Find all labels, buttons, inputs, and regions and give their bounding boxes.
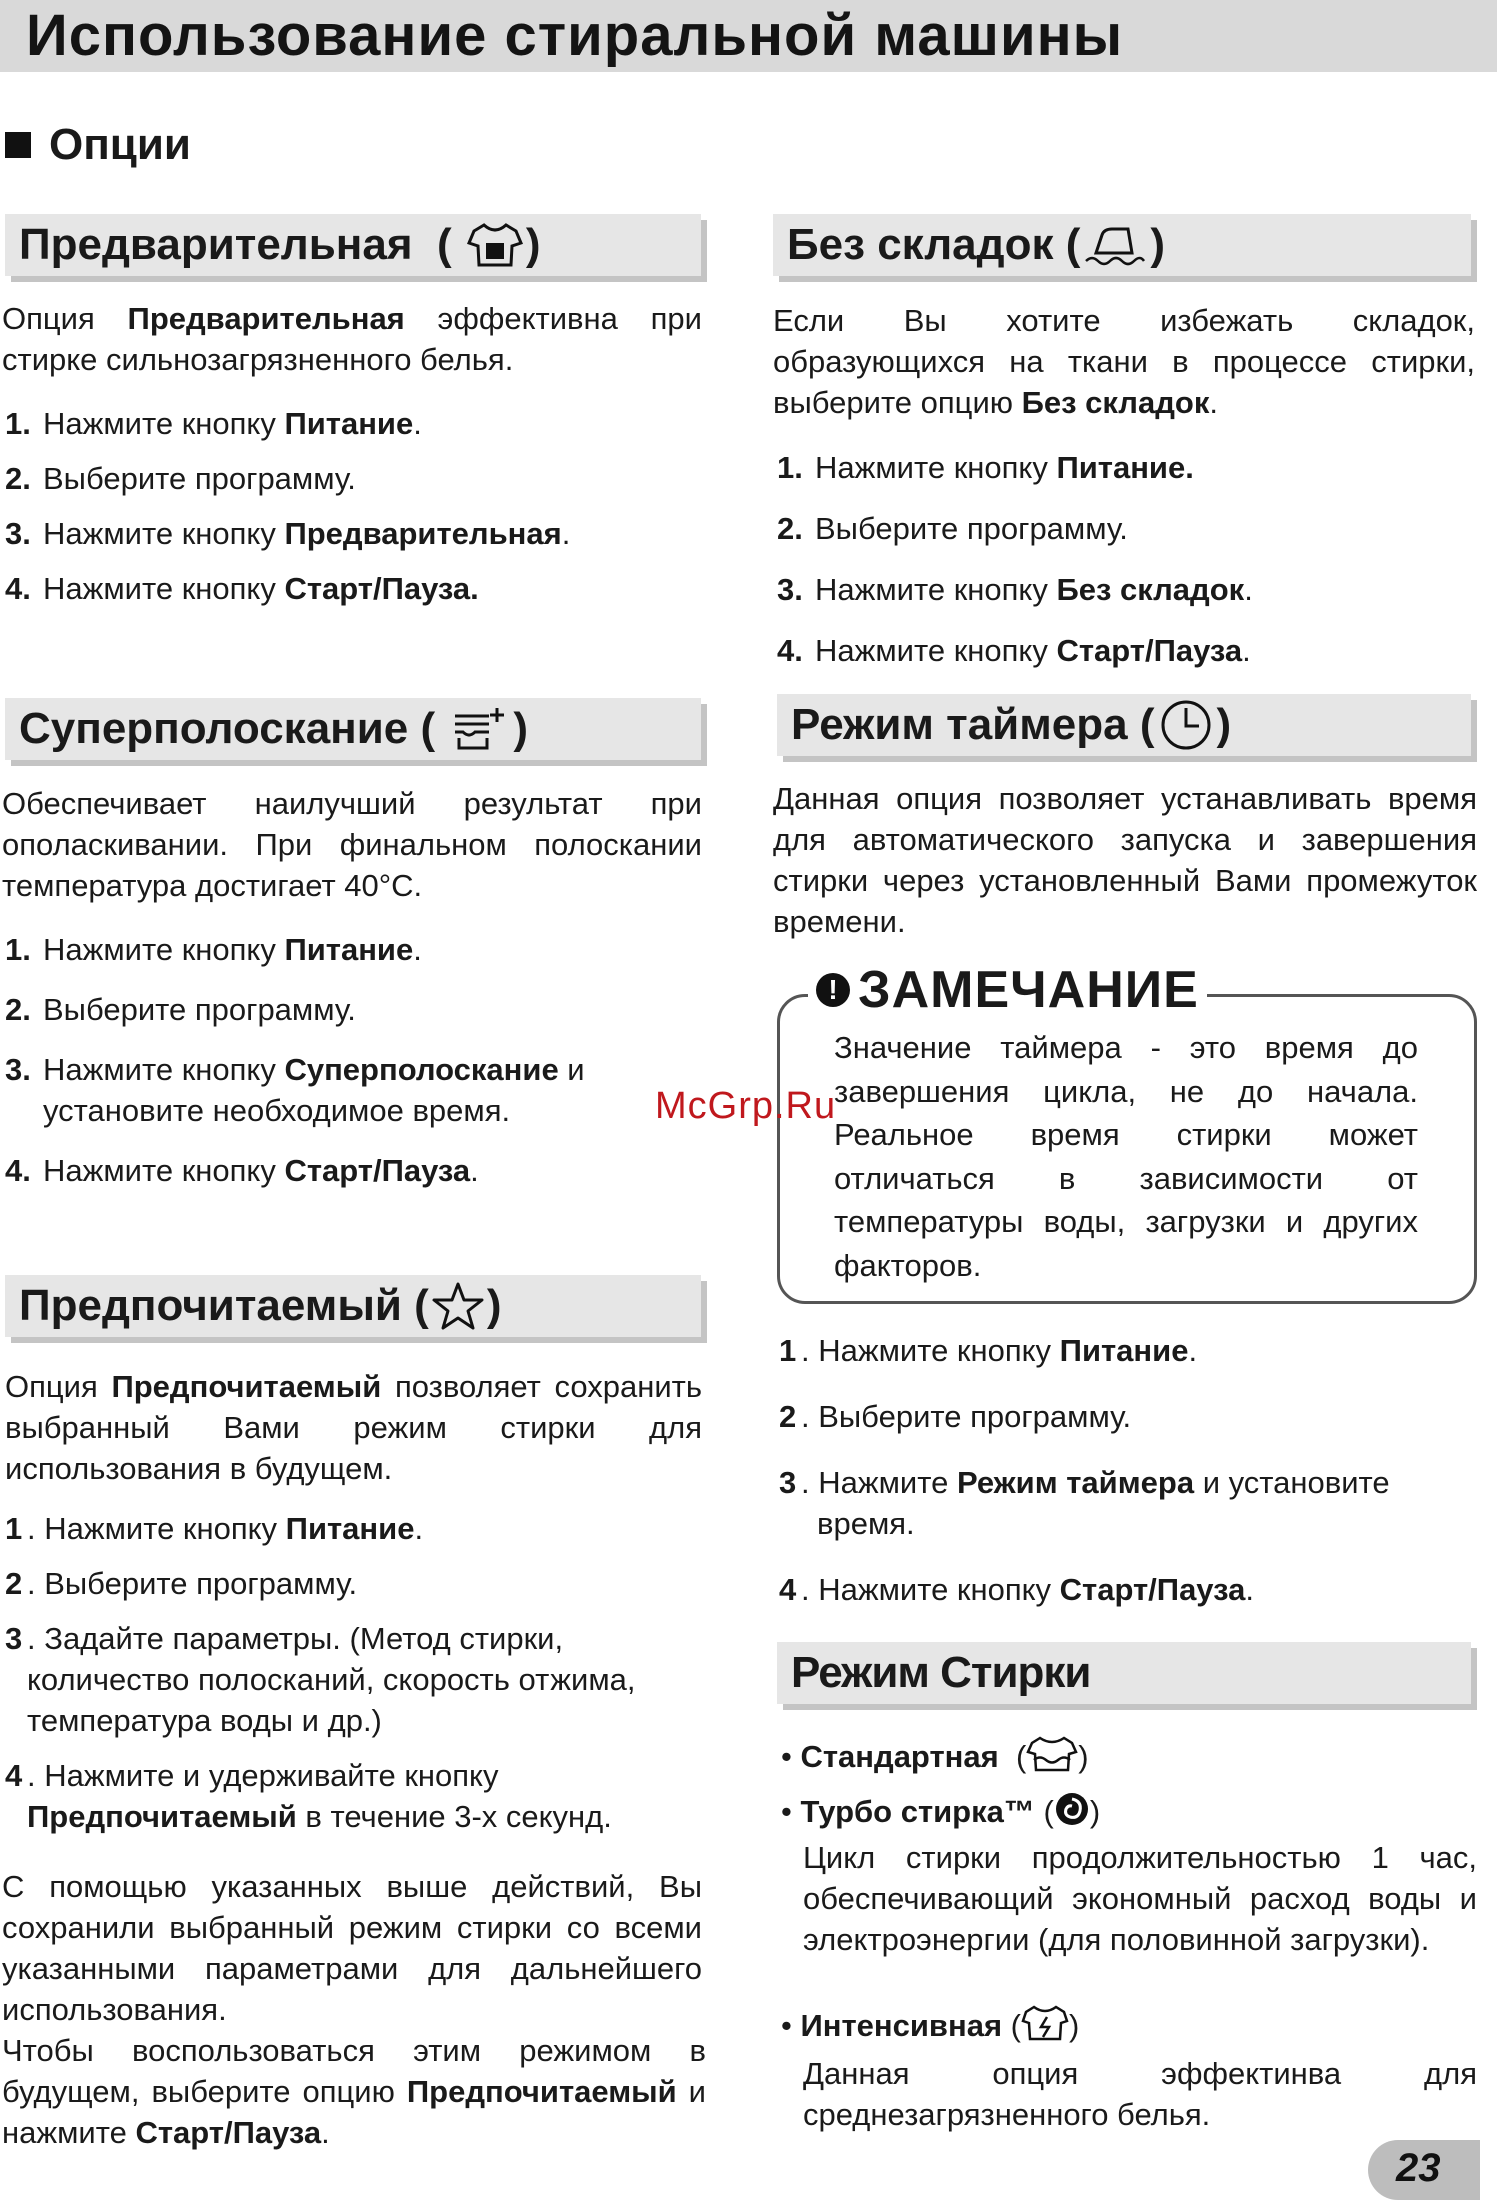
favorite-outro-1: С помощью указанных выше действий, Вы сохранили выбранный режим стирки со всеми указанными параметрами для дальнейшего использования. (2, 1869, 702, 2027)
list-item: 2. Выберите программу. (777, 511, 1128, 546)
wrinkle-title: Без складок (787, 220, 1054, 269)
list-item: 1. Нажмите кнопку Питание. (5, 406, 422, 441)
list-item: 1 . Нажмите кнопку Питание. (5, 1511, 424, 1546)
watermark: McGrp.Ru (655, 1085, 837, 1127)
prewash-heading: Предварительная ( ) (19, 220, 541, 269)
favorite-title: Предпочитаемый (19, 1281, 402, 1330)
intensive-description: Данная опция эффектинва для среднезагрязненного белья. (803, 2056, 1477, 2132)
note-text: Значение таймера - это время до завершения цикла, не до начала. Реальное время стирки может отличаться в зависимости от температуры воды, загрузки и других факторов. (834, 1030, 1418, 1283)
exclamation-icon: ! (816, 973, 850, 1007)
page-number: 23 (1396, 2146, 1441, 2190)
options-heading (5, 120, 191, 170)
superrinse-heading: Суперполоскание ( ) (19, 704, 529, 753)
options-title: Опции (49, 120, 191, 169)
superrinse-header (5, 698, 701, 760)
list-item: 2 . Выберите программу. (779, 1399, 1132, 1434)
superrinse-title: Суперполоскание (19, 704, 409, 753)
note-header (808, 960, 1207, 1020)
wrinkle-heading: Без складок ( ) (787, 220, 1166, 269)
list-item: 4. Нажмите кнопку Старт/Пауза. (5, 1153, 479, 1188)
list-item: 3. Нажмите кнопку Без складок. (777, 572, 1253, 607)
wrinkle-header (773, 214, 1471, 276)
page-title: Использование стиральной машины (26, 3, 1124, 68)
square-bullet-icon (5, 132, 31, 158)
timer-heading: Режим таймера ( ) (791, 698, 1231, 752)
favorite-steps (5, 1508, 705, 1837)
wash-mode-item-turbo: • Турбо стирка™ ( ) Цикл стирки продолжительностью 1 час, обеспечивающий экономный расход воды и электроэнергии (для половинной загрузки). (781, 1791, 1477, 1960)
timer-title: Режим таймера (791, 700, 1128, 749)
standard-wash-icon (1026, 1734, 1078, 1784)
prewash-title: Предварительная (19, 220, 413, 269)
wash-mode-title: Режим Стирки (791, 1648, 1091, 1697)
timer-steps (779, 1330, 1477, 1610)
wash-mode-item-standard: • Стандартная ( ) (781, 1734, 1471, 1784)
turbo-wash-icon (1054, 1791, 1090, 1837)
prewash-header (5, 214, 701, 276)
list-item: 2 . Выберите программу. (5, 1566, 358, 1601)
favorite-header (5, 1275, 701, 1337)
list-item: 4 . Нажмите кнопку Старт/Пауза. (779, 1572, 1255, 1607)
prewash-intro: Опция Предварительная эффективна при стирке сильнозагрязненного белья. (2, 301, 702, 377)
wash-mode-header (777, 1642, 1471, 1704)
prewash-shirt-icon (466, 221, 524, 269)
superrinse-icon (449, 704, 511, 754)
clock-icon (1157, 698, 1215, 752)
wash-mode-item-intensive: • Интенсивная ( ) Данная опция эффектинва для среднезагрязненного белья. (781, 2003, 1477, 2135)
iron-icon (1082, 223, 1148, 267)
list-item: 4. Нажмите кнопку Старт/Пауза. (5, 571, 479, 606)
timer-intro: Данная опция позволяет устанавливать время для автоматического запуска и завершения стирки через установленный Вами промежуток времени. (773, 781, 1477, 939)
list-item: 2. Выберите программу. (5, 992, 356, 1027)
list-item: 1. Нажмите кнопку Питание. (777, 450, 1194, 485)
page-number-tab (1368, 2140, 1480, 2200)
list-item: 4. Нажмите кнопку Старт/Пауза. (777, 633, 1251, 668)
intensive-wash-icon (1021, 2003, 1069, 2053)
list-item: 1. Нажмите кнопку Питание. (5, 932, 422, 967)
superrinse-intro: Обеспечивает наилучший результат при ополаскивании. При финальном полоскании температура достигает 40°C. (2, 786, 702, 903)
list-item: 4 . Нажмите и удерживайте кнопку Предпочитаемый в течение 3-х секунд. (5, 1758, 612, 1834)
star-icon (431, 1281, 485, 1331)
prewash-steps (5, 403, 705, 609)
list-item: 3 . Задайте параметры. (Метод стирки, количество полосканий, скорость отжима, температура воды и др.) (5, 1621, 636, 1738)
wrinkle-intro: Если Вы хотите избежать складок, образующихся на ткани в процессе стирки, выберите опцию Без складок. (773, 303, 1475, 420)
favorite-outro-2: Чтобы воспользоваться этим режимом в будущем, выберите опцию Предпочитаемый и нажмите Старт/Пауза. (2, 2033, 706, 2150)
list-item: 1 . Нажмите кнопку Питание. (779, 1333, 1198, 1368)
turbo-description: Цикл стирки продолжительностью 1 час, обеспечивающий экономный расход воды и электроэнергии (для половинной загрузки). (803, 1840, 1477, 1957)
favorite-intro: Опция Предпочитаемый позволяет сохранить выбранный Вами режим стирки для использования в будущем. (5, 1369, 702, 1486)
superrinse-steps (5, 929, 705, 1191)
list-item: 3. Нажмите кнопку Предварительная. (5, 516, 571, 551)
timer-header (777, 694, 1471, 756)
list-item: 3. Нажмите кнопку Суперполоскание и установите необходимое время. (5, 1052, 585, 1128)
wrinkle-steps (777, 447, 1477, 671)
list-item: 2. Выберите программу. (5, 461, 356, 496)
list-item: 3 . Нажмите Режим таймера и установите время. (779, 1465, 1390, 1541)
note-title: ЗАМЕЧАНИЕ (858, 961, 1199, 1019)
favorite-heading: Предпочитаемый ( ) (19, 1281, 502, 1330)
